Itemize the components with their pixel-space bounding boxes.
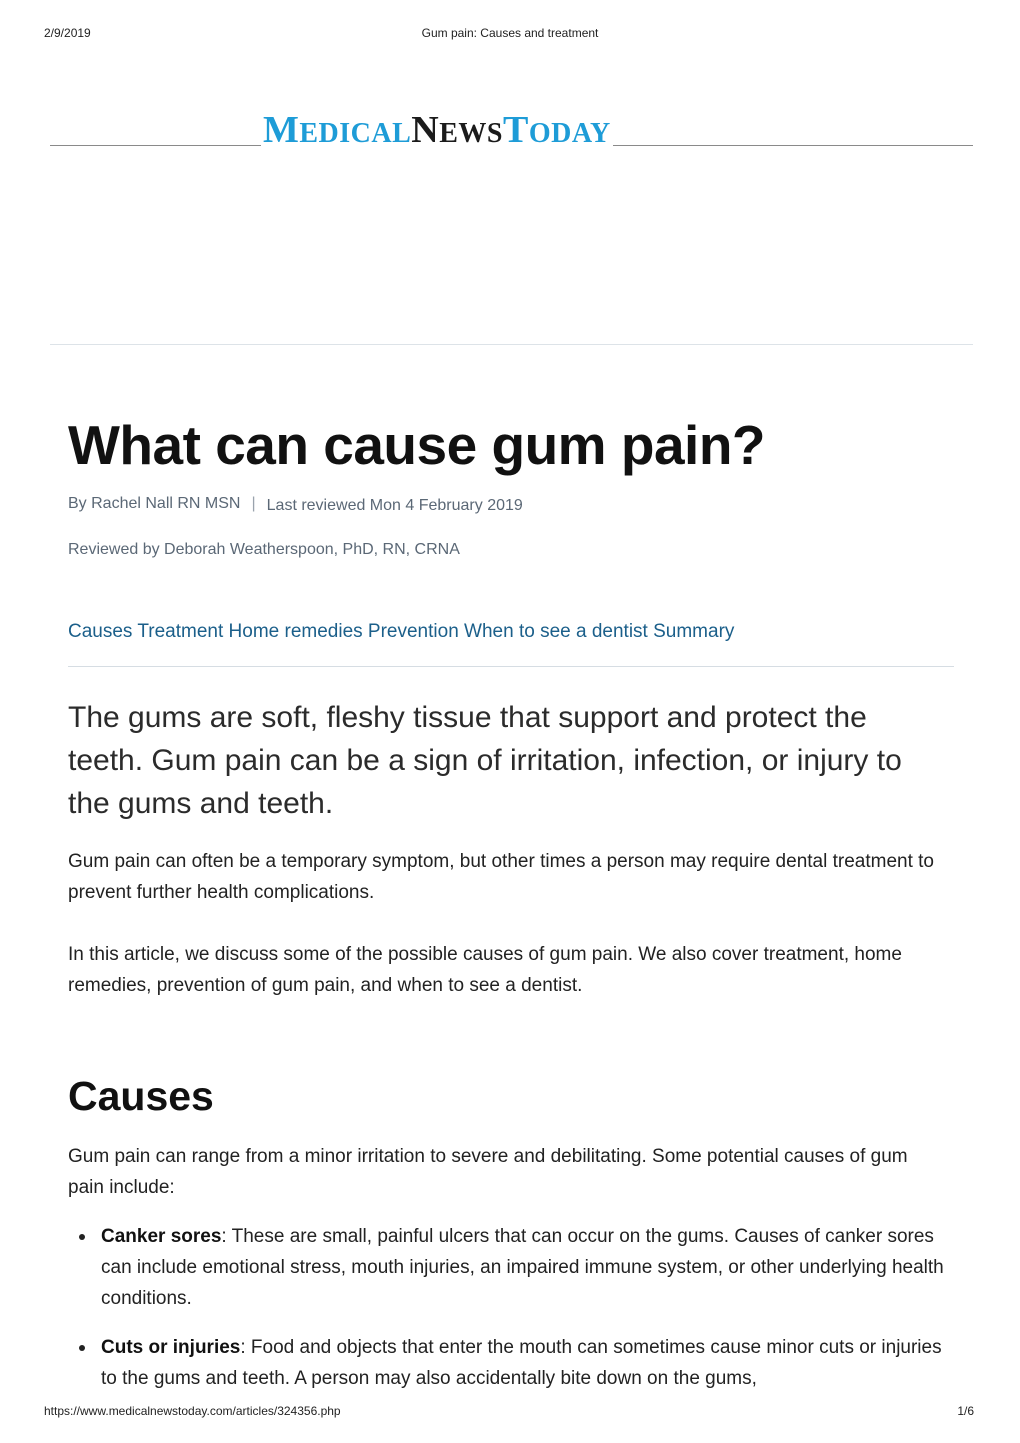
table-of-contents <box>68 621 734 643</box>
bullet-icon <box>79 1234 85 1240</box>
logo-today: TODAY <box>503 109 611 151</box>
ad-area-divider <box>50 344 973 345</box>
logo-news: NEWS <box>411 109 503 151</box>
toc-divider <box>68 666 954 667</box>
causes-intro: Gum pain can range from a minor irritation to severe and debilitating. Some potential causes of gum pain include: <box>68 1146 908 1198</box>
article-paragraph: Gum pain can often be a temporary symptom, but other times a person may require dental treatment to prevent further health complications. <box>68 851 934 903</box>
list-item <box>68 1221 953 1314</box>
cause-description: : Food and objects that enter the mouth can sometimes cause minor cuts or injuries to the gums and teeth. A person may also accidentally bite down on the gums, <box>101 1337 942 1389</box>
logo-medical: MEDICAL <box>263 109 412 151</box>
author-link[interactable]: By Rachel Nall RN MSN <box>68 495 241 512</box>
print-page-number: 1/6 <box>957 1404 974 1418</box>
cause-term: Canker sores <box>101 1226 222 1247</box>
last-reviewed-date: Last reviewed Mon 4 February 2019 <box>266 497 523 514</box>
site-header <box>50 110 973 150</box>
list-item <box>68 1332 953 1394</box>
toc-link-prevention[interactable]: Prevention <box>367 621 459 642</box>
toc-link-treatment[interactable]: Treatment <box>137 621 224 642</box>
reviewed-by[interactable]: Reviewed by Deborah Weatherspoon, PhD, RN, CRNA <box>68 541 460 558</box>
print-page-title: Gum pain: Causes and treatment <box>421 26 599 40</box>
toc-link-causes[interactable]: Causes <box>68 621 133 642</box>
section-heading-causes: Causes <box>68 1073 214 1119</box>
article-lead: The gums are soft, fleshy tissue that support and protect the teeth. Gum pain can be a sign of irritation, infection, or injury to the gums and teeth. <box>68 701 902 820</box>
cause-term: Cuts or injuries <box>101 1337 241 1358</box>
print-date: 2/9/2019 <box>44 26 91 40</box>
article-headline: What can cause gum pain? <box>68 414 766 476</box>
byline <box>68 495 523 513</box>
print-header <box>44 26 976 42</box>
print-footer <box>44 1404 974 1420</box>
byline-separator: | <box>251 495 256 512</box>
site-logo[interactable] <box>261 110 613 158</box>
causes-list <box>68 1221 953 1412</box>
bullet-icon <box>79 1345 85 1351</box>
toc-link-home-remedies[interactable]: Home remedies <box>228 621 363 642</box>
article-paragraph: In this article, we discuss some of the possible causes of gum pain. We also cover treatment, home remedies, prevention of gum pain, and when to see a dentist. <box>68 944 902 996</box>
toc-link-when-to-see-dentist[interactable]: When to see a dentist <box>464 621 648 642</box>
toc-link-summary[interactable]: Summary <box>653 621 735 642</box>
cause-description: : These are small, painful ulcers that can occur on the gums. Causes of canker sores can include emotional stress, mouth injuries, an impaired immune system, or other underlying health conditions. <box>101 1226 944 1309</box>
print-url: https://www.medicalnewstoday.com/articles/324356.php <box>44 1404 341 1418</box>
